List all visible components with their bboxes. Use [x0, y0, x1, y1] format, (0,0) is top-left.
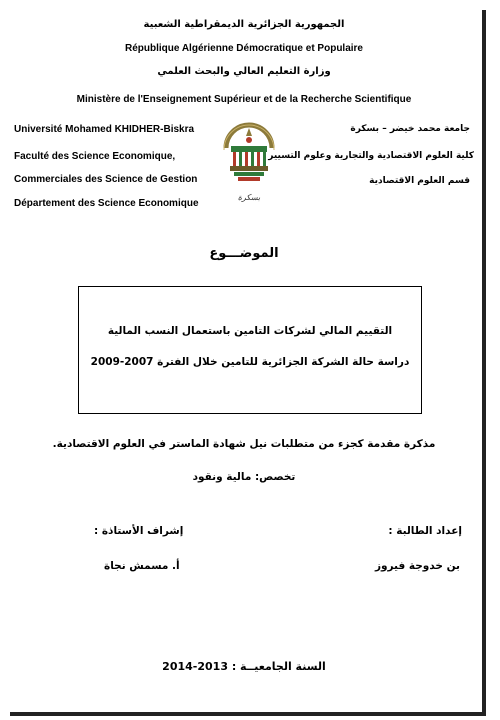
- supervised-by-label: إشراف الأستاذة :: [94, 525, 184, 537]
- republic-arabic: الجمهورية الجزائرية الديمقراطية الشعبية: [143, 19, 345, 30]
- specialty: تخصص: مالية ونقود: [192, 471, 296, 483]
- subject-heading: الموضـــوع: [209, 246, 279, 261]
- ministry-french: Ministère de l'Enseignement Supérieur et de la Recherche Scientifique: [76, 94, 412, 105]
- university-arabic: جامعة محمد خيضر – بسكرة: [350, 124, 470, 134]
- seal-emblem: [224, 125, 274, 181]
- faculty-french-line2: Commerciales des Science de Gestion: [14, 174, 198, 185]
- thesis-subtitle: دراسة حالة الشركة الجزائرية للتامين خلال الفترة 2007-2009: [90, 356, 410, 368]
- supervisor-name: أ. مسمش نجاة: [104, 560, 180, 572]
- title-box: [78, 286, 422, 414]
- thesis-title: التقييم المالي لشركات التامين باستعمال النسب المالية: [107, 325, 393, 337]
- ministry-arabic: وزارة التعليم العالي والبحث العلمي: [157, 66, 331, 77]
- university-seal-logo: [218, 114, 280, 208]
- department-arabic: قسم العلوم الاقتصادية: [369, 176, 470, 186]
- student-name: بن خدوجة فيروز: [374, 560, 460, 572]
- academic-year: السنة الجامعيــة : 2013-2014: [162, 660, 326, 673]
- republic-french: République Algérienne Démocratique et Populaire: [124, 43, 363, 54]
- faculty-french-line1: Faculté des Science Economique,: [14, 151, 176, 162]
- seal-caption: بسكرة: [237, 193, 261, 202]
- memo-note: مذكرة مقدمة كجزء من متطلبات نيل شهادة الماستر في العلوم الاقتصادية.: [52, 438, 436, 450]
- document-page: [6, 6, 482, 712]
- university-french: Université Mohamed KHIDHER-Biskra: [14, 124, 195, 135]
- prepared-by-label: إعداد الطالبة :: [388, 525, 462, 537]
- faculty-arabic: كلية العلوم الاقتصادية والتجارية وعلوم التسيير: [268, 151, 474, 161]
- department-french: Département des Science Economique: [14, 198, 199, 209]
